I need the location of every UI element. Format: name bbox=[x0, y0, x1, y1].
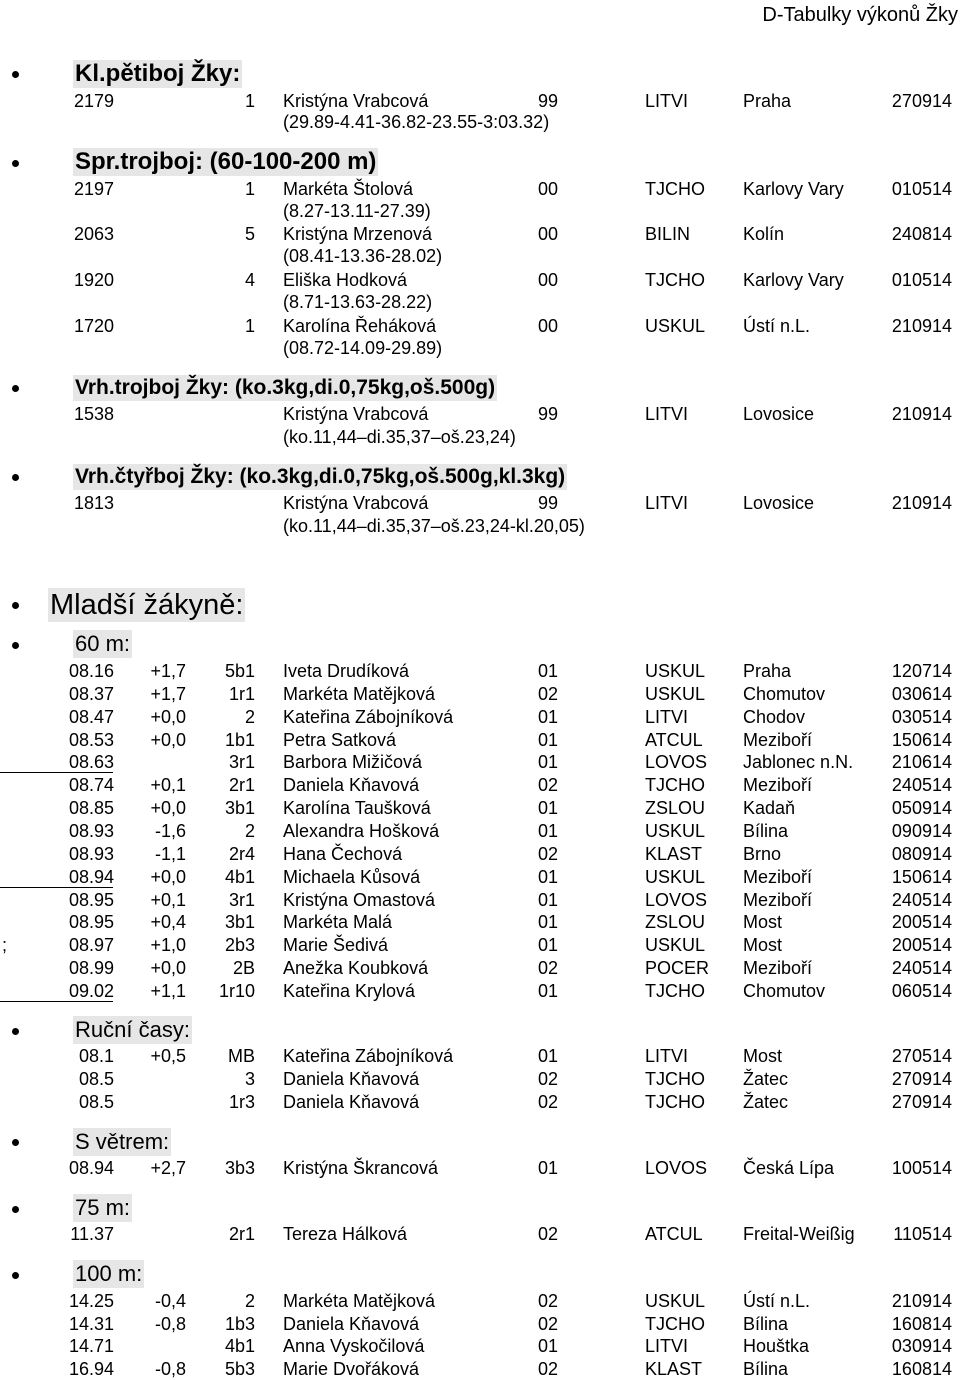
place-no: 5 bbox=[244, 224, 255, 244]
club: LITVI bbox=[645, 706, 689, 727]
wind: +0,4 bbox=[150, 912, 186, 933]
place-no: 1 bbox=[244, 316, 255, 336]
venue: Jablonec n.N. bbox=[743, 752, 854, 773]
birth-year: 01 bbox=[538, 889, 559, 910]
venue: Karlovy Vary bbox=[743, 179, 844, 199]
table-row bbox=[0, 889, 960, 911]
birth-year: 01 bbox=[538, 866, 559, 887]
split-detail: (08.72-14.09-29.89) bbox=[283, 338, 443, 358]
table-row bbox=[0, 729, 960, 751]
venue: Bílina bbox=[743, 1359, 789, 1380]
date: 210914 bbox=[891, 1291, 952, 1311]
table-row bbox=[0, 980, 960, 1002]
place-no: 1b3 bbox=[224, 1313, 255, 1334]
club: TJCHO bbox=[645, 1092, 705, 1112]
wind: +1,7 bbox=[150, 683, 186, 704]
venue: Most bbox=[743, 935, 783, 956]
venue: Karlovy Vary bbox=[743, 270, 844, 290]
venue: Lovosice bbox=[743, 404, 815, 424]
birth-year: 01 bbox=[538, 706, 559, 727]
table-row bbox=[0, 1313, 960, 1335]
club: LITVI bbox=[645, 404, 689, 424]
date: 120714 bbox=[891, 661, 952, 681]
perf: 1813 bbox=[73, 493, 114, 513]
birth-year: 01 bbox=[538, 935, 559, 956]
birth-year: 01 bbox=[538, 980, 559, 1001]
place-no: 1 bbox=[244, 91, 255, 111]
perf: 08.97 bbox=[68, 935, 114, 956]
venue: Žatec bbox=[743, 1092, 789, 1112]
perf: 08.47 bbox=[68, 706, 114, 727]
table-row bbox=[0, 178, 960, 200]
venue: Kolín bbox=[743, 224, 785, 244]
date: 100514 bbox=[891, 1158, 952, 1178]
club: LOVOS bbox=[645, 1158, 708, 1178]
venue: Ústí n.L. bbox=[743, 316, 811, 336]
date: 030514 bbox=[891, 706, 952, 727]
perf: 08.94 bbox=[68, 866, 114, 887]
date: 270914 bbox=[891, 91, 952, 111]
perf: 08.1 bbox=[78, 1046, 114, 1066]
date: 240514 bbox=[891, 775, 952, 796]
split-detail: (29.89-4.41-36.82-23.55-3:03.32) bbox=[283, 112, 550, 132]
underline bbox=[0, 772, 113, 773]
venue: Freital-Weißig bbox=[743, 1224, 855, 1244]
date: 240514 bbox=[891, 889, 952, 910]
club: USKUL bbox=[645, 661, 706, 681]
venue: Meziboří bbox=[743, 866, 813, 887]
perf: 11.37 bbox=[70, 1224, 114, 1244]
venue: Lovosice bbox=[743, 493, 815, 513]
birth-year: 01 bbox=[538, 912, 559, 933]
wind: -1,1 bbox=[154, 843, 186, 864]
table-row bbox=[0, 751, 960, 773]
date: 210914 bbox=[891, 316, 952, 336]
bullet bbox=[12, 71, 19, 78]
wind: +0,0 bbox=[150, 706, 186, 727]
date: 240514 bbox=[891, 958, 952, 979]
section-title-100m: 100 m: bbox=[75, 1261, 143, 1286]
perf: 14.71 bbox=[68, 1336, 114, 1357]
venue: Žatec bbox=[743, 1069, 789, 1089]
birth-year: 00 bbox=[538, 316, 559, 336]
place-no: 2r4 bbox=[228, 843, 255, 864]
table-row bbox=[0, 315, 960, 337]
birth-year: 99 bbox=[538, 493, 559, 513]
venue: Kadaň bbox=[743, 798, 796, 819]
section-title-throwing-triathlon: Vrh.trojboj Žky: (ko.3kg,di.0,75kg,oš.500g) bbox=[75, 376, 496, 399]
table-row bbox=[0, 911, 960, 933]
athlete-name: Kristýna Škrancová bbox=[283, 1158, 439, 1178]
perf: 08.85 bbox=[68, 798, 114, 819]
bullet bbox=[12, 602, 19, 609]
split-detail: (08.41-13.36-28.02) bbox=[283, 246, 443, 266]
birth-year: 02 bbox=[538, 1092, 559, 1112]
place-no: 4b1 bbox=[224, 866, 255, 887]
table-row bbox=[0, 660, 960, 682]
birth-year: 00 bbox=[538, 270, 559, 290]
wind: +1,0 bbox=[150, 935, 186, 956]
venue: Most bbox=[743, 912, 783, 933]
athlete-name: Iveta Drudíková bbox=[283, 661, 410, 681]
bullet bbox=[12, 160, 19, 167]
section-title-wind-assisted: S větrem: bbox=[75, 1129, 170, 1154]
club: TJCHO bbox=[645, 775, 705, 796]
birth-year: 99 bbox=[538, 404, 559, 424]
date: 090914 bbox=[891, 820, 952, 841]
birth-year: 01 bbox=[538, 1336, 559, 1357]
wind: +0,0 bbox=[150, 798, 186, 819]
perf: 08.95 bbox=[68, 889, 114, 910]
club: POCER bbox=[645, 958, 710, 979]
perf: 08.99 bbox=[68, 958, 114, 979]
place-no: 5b3 bbox=[224, 1359, 255, 1380]
table-row bbox=[0, 683, 960, 705]
athlete-name: Markéta Matějková bbox=[283, 683, 436, 704]
split-detail: (8.27-13.11-27.39) bbox=[283, 201, 431, 221]
wind: +0,1 bbox=[150, 889, 186, 910]
perf: 08.95 bbox=[68, 912, 114, 933]
place-no: 3r1 bbox=[228, 889, 255, 910]
birth-year: 02 bbox=[538, 1224, 559, 1244]
section-title-throwing-tetrathlon: Vrh.čtyřboj Žky: (ko.3kg,di.0,75kg,oš.500g,kl.3kg) bbox=[75, 465, 566, 488]
bullet bbox=[12, 1206, 19, 1213]
date: 160814 bbox=[891, 1313, 952, 1334]
section-title-pentathlon: Kl.pětiboj Žky: bbox=[75, 60, 241, 87]
table-row bbox=[0, 90, 960, 112]
wind: +2,7 bbox=[150, 1158, 186, 1178]
club: LITVI bbox=[645, 1336, 689, 1357]
perf: 08.94 bbox=[68, 1158, 114, 1178]
birth-year: 01 bbox=[538, 1158, 559, 1178]
date: 270914 bbox=[891, 1069, 952, 1089]
date: 030914 bbox=[891, 1336, 952, 1357]
place-no: 2 bbox=[244, 706, 255, 727]
table-row bbox=[0, 1045, 960, 1067]
date: 270514 bbox=[891, 1046, 952, 1066]
athlete-name: Kateřina Zábojníková bbox=[283, 706, 454, 727]
venue: Meziboří bbox=[743, 958, 813, 979]
place-no: 2 bbox=[244, 820, 255, 841]
table-row bbox=[0, 957, 960, 979]
club: ATCUL bbox=[645, 1224, 703, 1244]
club: LITVI bbox=[645, 493, 689, 513]
perf: 2197 bbox=[73, 179, 114, 199]
place-no: 3b3 bbox=[224, 1158, 255, 1178]
perf: 14.25 bbox=[68, 1291, 114, 1311]
wind: -1,6 bbox=[154, 820, 186, 841]
athlete-name: Kristýna Vrabcová bbox=[283, 91, 429, 111]
venue: Meziboří bbox=[743, 775, 813, 796]
perf: 1538 bbox=[73, 404, 114, 424]
perf: 09.02 bbox=[68, 980, 114, 1001]
club: USKUL bbox=[645, 683, 706, 704]
birth-year: 02 bbox=[538, 775, 559, 796]
athlete-name: Karolína Taušková bbox=[283, 798, 431, 819]
wind: -0,4 bbox=[154, 1291, 186, 1311]
athlete-name: Daniela Kňavová bbox=[283, 1069, 420, 1089]
place-no: 2 bbox=[244, 1291, 255, 1311]
venue: Bílina bbox=[743, 820, 789, 841]
bullet bbox=[12, 1272, 19, 1279]
club: KLAST bbox=[645, 843, 703, 864]
section-title-hand-times: Ruční časy: bbox=[75, 1017, 190, 1042]
club: ZSLOU bbox=[645, 798, 706, 819]
perf: 08.16 bbox=[68, 661, 114, 681]
birth-year: 00 bbox=[538, 179, 559, 199]
place-no: 1r1 bbox=[228, 683, 255, 704]
date: 010514 bbox=[891, 179, 952, 199]
club: USKUL bbox=[645, 316, 706, 336]
place-no: 3b1 bbox=[224, 798, 255, 819]
date: 060514 bbox=[891, 980, 952, 1001]
date: 210914 bbox=[891, 404, 952, 424]
table-row bbox=[0, 1335, 960, 1357]
club: TJCHO bbox=[645, 270, 705, 290]
place-no: 4b1 bbox=[224, 1336, 255, 1357]
perf: 08.5 bbox=[78, 1092, 114, 1112]
date: 200514 bbox=[891, 935, 952, 956]
venue: Meziboří bbox=[743, 729, 813, 750]
club: USKUL bbox=[645, 1291, 706, 1311]
club: USKUL bbox=[645, 866, 706, 887]
athlete-name: Michaela Kůsová bbox=[283, 866, 421, 887]
athlete-name: Alexandra Hošková bbox=[283, 820, 440, 841]
birth-year: 02 bbox=[538, 1359, 559, 1380]
place-no: 3b1 bbox=[224, 912, 255, 933]
perf: 08.5 bbox=[78, 1069, 114, 1089]
stray-semicolon: ; bbox=[2, 935, 8, 955]
bullet bbox=[12, 385, 19, 392]
athlete-name: Anna Vyskočilová bbox=[283, 1336, 425, 1357]
birth-year: 02 bbox=[538, 1069, 559, 1089]
athlete-name: Kristýna Omastová bbox=[283, 889, 436, 910]
place-no: 3r1 bbox=[228, 752, 255, 773]
table-row bbox=[0, 403, 960, 425]
athlete-name: Kateřina Zábojníková bbox=[283, 1046, 454, 1066]
section-title-sprint-triathlon: Spr.trojboj: (60-100-200 m) bbox=[75, 148, 377, 175]
table-row bbox=[0, 1358, 960, 1380]
birth-year: 01 bbox=[538, 752, 559, 773]
table-row bbox=[0, 820, 960, 842]
split-detail: (8.71-13.63-28.22) bbox=[283, 292, 433, 312]
birth-year: 02 bbox=[538, 958, 559, 979]
place-no: 2r1 bbox=[228, 775, 255, 796]
date: 210614 bbox=[891, 752, 952, 773]
wind: +0,5 bbox=[150, 1046, 186, 1066]
place-no: 5b1 bbox=[224, 661, 255, 681]
athlete-name: Markéta Malá bbox=[283, 912, 393, 933]
perf: 08.53 bbox=[68, 729, 114, 750]
wind: +0,0 bbox=[150, 866, 186, 887]
wind: +1,1 bbox=[150, 980, 186, 1001]
place-no: 4 bbox=[244, 270, 255, 290]
table-row bbox=[0, 706, 960, 728]
club: TJCHO bbox=[645, 1069, 705, 1089]
place-no: 1b1 bbox=[224, 729, 255, 750]
split-detail: (ko.11,44–di.35,37–oš.23,24) bbox=[283, 427, 516, 447]
club: ATCUL bbox=[645, 729, 703, 750]
venue: Chodov bbox=[743, 706, 806, 727]
venue: Ústí n.L. bbox=[743, 1291, 811, 1311]
date: 270914 bbox=[891, 1092, 952, 1112]
date: 160814 bbox=[891, 1359, 952, 1380]
underline bbox=[0, 887, 113, 888]
athlete-name: Daniela Kňavová bbox=[283, 1313, 420, 1334]
perf: 2179 bbox=[73, 91, 114, 111]
bullet bbox=[12, 642, 19, 649]
table-row bbox=[0, 866, 960, 888]
club: TJCHO bbox=[645, 179, 705, 199]
venue: Česká Lípa bbox=[743, 1158, 835, 1178]
wind: -0,8 bbox=[154, 1313, 186, 1334]
section-title-75m: 75 m: bbox=[75, 1195, 131, 1220]
date: 050914 bbox=[891, 798, 952, 819]
date: 200514 bbox=[891, 912, 952, 933]
perf: 08.74 bbox=[68, 775, 114, 796]
table-row bbox=[0, 269, 960, 291]
document-header: D-Tabulky výkonů Žky bbox=[762, 4, 958, 26]
perf: 08.37 bbox=[68, 683, 114, 704]
perf: 16.94 bbox=[68, 1359, 114, 1380]
athlete-name: Kristýna Vrabcová bbox=[283, 404, 429, 424]
place-no: 1r3 bbox=[228, 1092, 255, 1112]
club: USKUL bbox=[645, 820, 706, 841]
venue: Chomutov bbox=[743, 683, 826, 704]
place-no: 1r10 bbox=[218, 980, 255, 1001]
birth-year: 02 bbox=[538, 843, 559, 864]
place-no: 3 bbox=[244, 1069, 255, 1089]
place-no: 2b3 bbox=[224, 935, 255, 956]
place-no: 2r1 bbox=[228, 1224, 255, 1244]
place-no: 2B bbox=[232, 958, 255, 979]
wind: +0,0 bbox=[150, 729, 186, 750]
club: LITVI bbox=[645, 91, 689, 111]
table-row bbox=[0, 223, 960, 245]
club: ZSLOU bbox=[645, 912, 706, 933]
table-row bbox=[0, 774, 960, 796]
athlete-name: Markéta Matějková bbox=[283, 1291, 436, 1311]
athlete-name: Karolína Řeháková bbox=[283, 316, 437, 336]
athlete-name: Barbora Mižičová bbox=[283, 752, 423, 773]
table-row bbox=[0, 1290, 960, 1312]
athlete-name: Marie Šedivá bbox=[283, 935, 389, 956]
birth-year: 01 bbox=[538, 1046, 559, 1066]
birth-year: 99 bbox=[538, 91, 559, 111]
date: 030614 bbox=[891, 683, 952, 704]
date: 150614 bbox=[891, 729, 952, 750]
venue: Chomutov bbox=[743, 980, 826, 1001]
birth-year: 01 bbox=[538, 661, 559, 681]
table-row bbox=[0, 1223, 960, 1245]
perf: 08.93 bbox=[68, 820, 114, 841]
table-row bbox=[0, 1068, 960, 1090]
birth-year: 02 bbox=[538, 1313, 559, 1334]
birth-year: 01 bbox=[538, 820, 559, 841]
club: BILIN bbox=[645, 224, 691, 244]
date: 010514 bbox=[891, 270, 952, 290]
athlete-name: Daniela Kňavová bbox=[283, 1092, 420, 1112]
athlete-name: Daniela Kňavová bbox=[283, 775, 420, 796]
bullet bbox=[12, 1139, 19, 1146]
bullet bbox=[12, 1028, 19, 1035]
athlete-name: Markéta Štolová bbox=[283, 179, 414, 199]
perf: 2063 bbox=[73, 224, 114, 244]
table-row bbox=[0, 843, 960, 865]
split-detail: (ko.11,44–di.35,37–oš.23,24-kl.20,05) bbox=[283, 516, 585, 536]
perf: 08.93 bbox=[68, 843, 114, 864]
club: KLAST bbox=[645, 1359, 703, 1380]
club: USKUL bbox=[645, 935, 706, 956]
table-row bbox=[0, 797, 960, 819]
venue: Meziboří bbox=[743, 889, 813, 910]
athlete-name: Anežka Koubková bbox=[283, 958, 429, 979]
athlete-name: Marie Dvořáková bbox=[283, 1359, 420, 1380]
section-title-60m: 60 m: bbox=[75, 631, 131, 656]
perf: 1920 bbox=[73, 270, 114, 290]
club: LOVOS bbox=[645, 752, 708, 773]
wind: +1,7 bbox=[150, 661, 186, 681]
athlete-name: Petra Satková bbox=[283, 729, 397, 750]
table-row bbox=[0, 1091, 960, 1113]
category-title: Mladší žákyně: bbox=[50, 589, 244, 621]
venue: Brno bbox=[743, 843, 782, 864]
birth-year: 02 bbox=[538, 1291, 559, 1311]
date: 080914 bbox=[891, 843, 952, 864]
club: TJCHO bbox=[645, 1313, 705, 1334]
bullet bbox=[12, 474, 19, 481]
table-row bbox=[0, 492, 960, 514]
place-no: MB bbox=[228, 1046, 255, 1066]
place-no: 1 bbox=[244, 179, 255, 199]
underline bbox=[0, 1001, 113, 1002]
date: 210914 bbox=[891, 493, 952, 513]
date: 240814 bbox=[891, 224, 952, 244]
birth-year: 02 bbox=[538, 683, 559, 704]
birth-year: 01 bbox=[538, 798, 559, 819]
birth-year: 01 bbox=[538, 729, 559, 750]
club: LOVOS bbox=[645, 889, 708, 910]
perf: 08.63 bbox=[68, 752, 114, 773]
athlete-name: Kristýna Vrabcová bbox=[283, 493, 429, 513]
date: 110514 bbox=[893, 1224, 952, 1244]
athlete-name: Kristýna Mrzenová bbox=[283, 224, 433, 244]
venue: Bílina bbox=[743, 1313, 789, 1334]
birth-year: 00 bbox=[538, 224, 559, 244]
table-row bbox=[0, 1157, 960, 1179]
athlete-name: Tereza Hálková bbox=[283, 1224, 408, 1244]
venue: Praha bbox=[743, 661, 792, 681]
venue: Praha bbox=[743, 91, 792, 111]
date: 150614 bbox=[891, 866, 952, 887]
athlete-name: Eliška Hodková bbox=[283, 270, 408, 290]
venue: Houštka bbox=[743, 1336, 810, 1357]
table-row bbox=[0, 934, 960, 956]
wind: -0,8 bbox=[154, 1359, 186, 1380]
club: LITVI bbox=[645, 1046, 689, 1066]
athlete-name: Hana Čechová bbox=[283, 843, 403, 864]
perf: 1720 bbox=[73, 316, 114, 336]
wind: +0,0 bbox=[150, 958, 186, 979]
wind: +0,1 bbox=[150, 775, 186, 796]
athlete-name: Kateřina Krylová bbox=[283, 980, 416, 1001]
venue: Most bbox=[743, 1046, 783, 1066]
perf: 14.31 bbox=[68, 1313, 114, 1334]
club: TJCHO bbox=[645, 980, 705, 1001]
